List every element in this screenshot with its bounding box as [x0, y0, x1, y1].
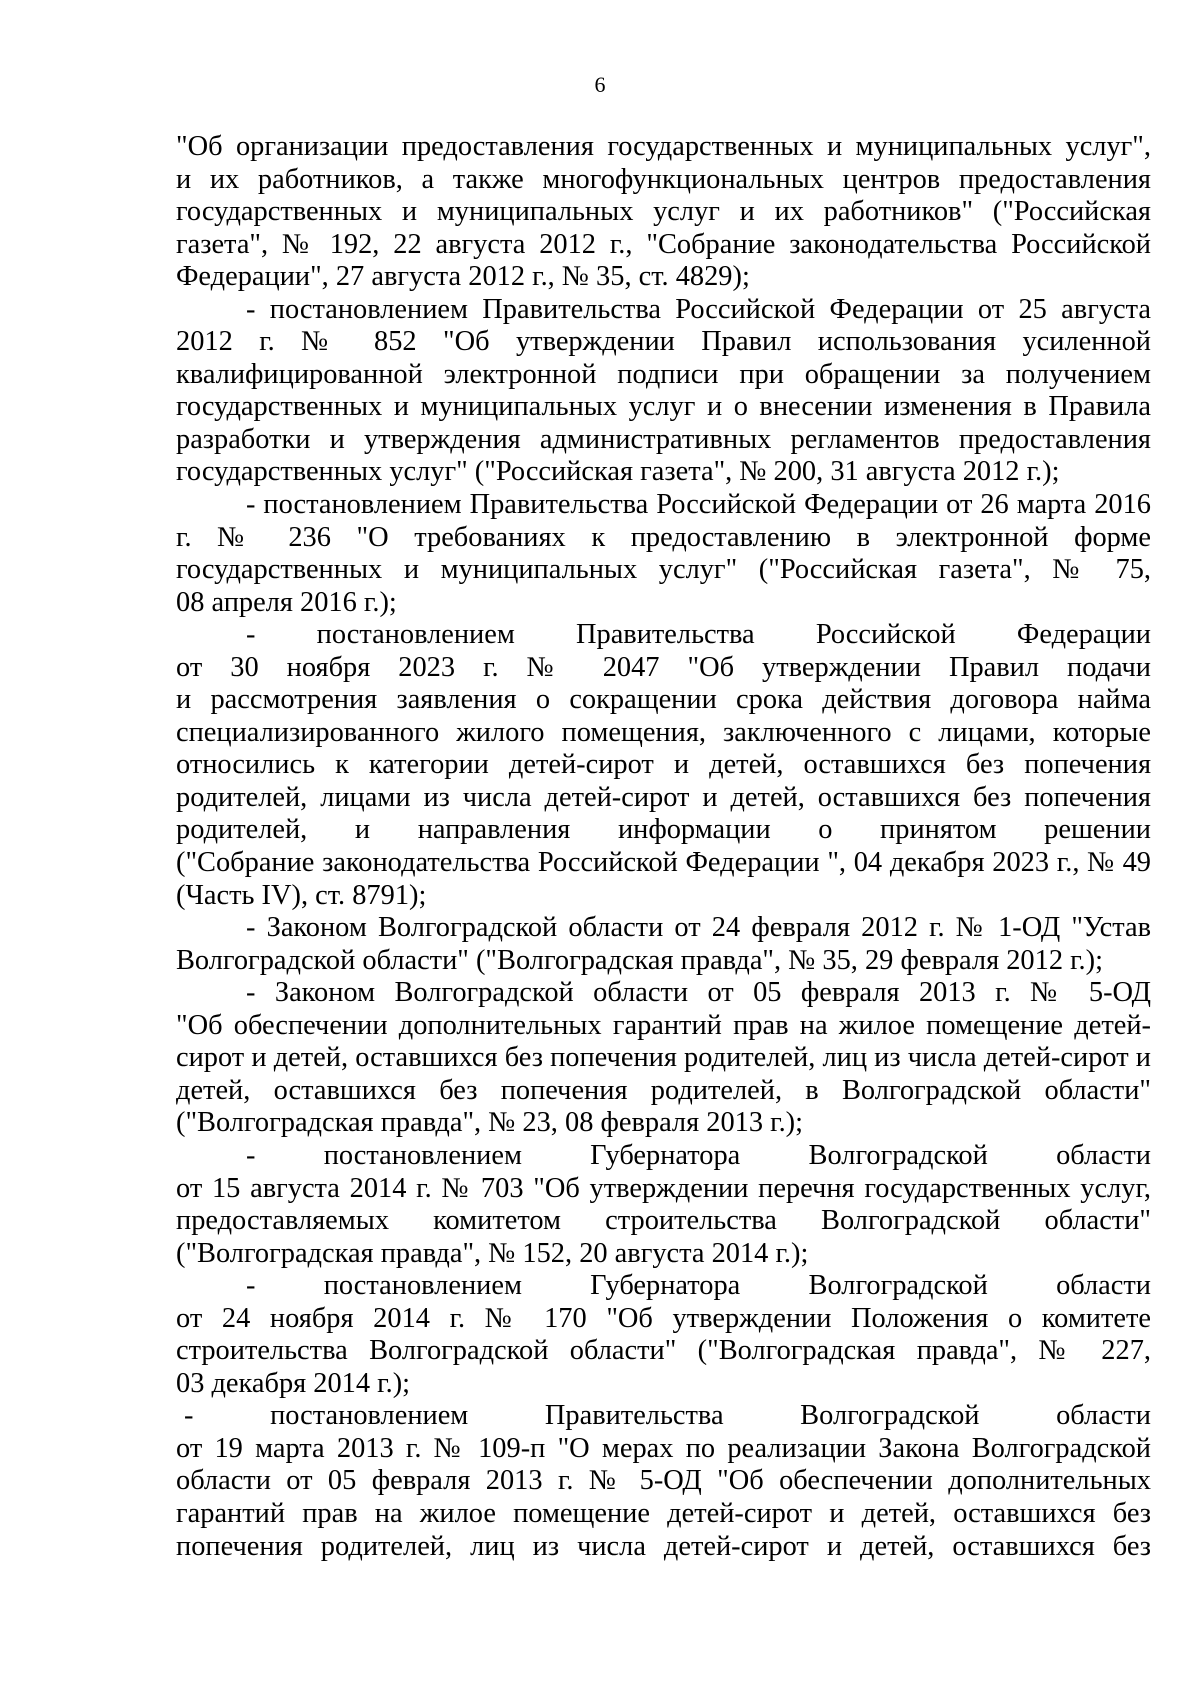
text-line: ("Собрание законодательства Российской Федерации ", 04 декабря 2023 г., № 49 — [176, 847, 1151, 879]
text-line: "Об обеспечении дополнительных гарантий прав на жилое помещение детей- — [176, 1009, 1151, 1041]
text-line: газета", № 192, 22 августа 2012 г., "Собрание законодательства Российской — [176, 228, 1151, 260]
text-line: детей, оставшихся без попечения родителей, в Волгоградской области" — [176, 1074, 1151, 1106]
text-line: Федерации", 27 августа 2012 г., № 35, ст. 4829); — [176, 261, 750, 293]
text-line: - постановлением Правительства Российской Федерации от 25 августа — [246, 293, 1151, 325]
text-line: государственных и муниципальных услуг и о внесении изменения в Правила — [176, 391, 1151, 423]
text-line: строительства Волгоградской области" ("Волгоградская правда", № 227, — [176, 1335, 1151, 1367]
text-line: государственных и муниципальных услуг" ("Российская газета", № 75, — [176, 554, 1151, 586]
text-line: "Об организации предоставления государственных и муниципальных услуг", — [176, 131, 1151, 162]
text-line: квалифицированной электронной подписи при обращении за получением — [176, 358, 1151, 390]
text-line: специализированного жилого помещения, заключенного с лицами, которые — [176, 716, 1151, 748]
text-line: относились к категории детей-сирот и детей, оставшихся без попечения — [176, 749, 1151, 781]
text-line: области от 05 февраля 2013 г. № 5-ОД "Об обеспечении дополнительных — [176, 1465, 1151, 1497]
text-line: Волгоградской области" ("Волгоградская правда", № 35, 29 февраля 2012 г.); — [176, 944, 1103, 976]
text-line: - постановлением Правительства Российской Федерации от 26 марта 2016 — [246, 489, 1151, 521]
text-line: от 24 ноября 2014 г. № 170 "Об утверждении Положения о комитете — [176, 1302, 1151, 1334]
text-line: государственных и муниципальных услуг и их работников" ("Российская — [176, 196, 1151, 228]
text-line: и рассмотрения заявления о сокращении срока действия договора найма — [176, 684, 1151, 716]
text-line: родителей, лицами из числа детей-сирот и детей, оставшихся без попечения — [176, 781, 1151, 813]
text-line: - постановлением Правительства Волгоградской области — [184, 1400, 1151, 1432]
text-line: и их работников, а также многофункциональных центров предоставления — [176, 163, 1151, 195]
text-line: от 19 марта 2013 г. № 109-п "О мерах по реализации Закона Волгоградской — [176, 1432, 1151, 1464]
text-line: - постановлением Губернатора Волгоградской области — [246, 1270, 1151, 1302]
text-line: 2012 г. № 852 "Об утверждении Правил использования усиленной — [176, 326, 1151, 358]
text-line: ("Волгоградская правда", № 23, 08 февраля 2013 г.); — [176, 1107, 804, 1139]
text-line: государственных услуг" ("Российская газета", № 200, 31 августа 2012 г.); — [176, 456, 1060, 488]
page-number: 6 — [594, 72, 606, 97]
document-body — [176, 131, 1151, 1563]
text-line: от 15 августа 2014 г. № 703 "Об утверждении перечня государственных услуг, — [176, 1172, 1151, 1204]
text-line: попечения родителей, лиц из числа детей-сирот и детей, оставшихся без — [176, 1530, 1151, 1562]
text-line: гарантий прав на жилое помещение детей-сирот и детей, оставшихся без — [176, 1497, 1151, 1529]
text-line: - постановлением Правительства Российской Федерации — [246, 619, 1151, 651]
text-line: - постановлением Губернатора Волгоградской области — [246, 1139, 1151, 1171]
text-line: г. № 236 "О требованиях к предоставлению в электронной форме — [176, 521, 1151, 553]
text-line: (Часть IV), ст. 8791); — [176, 879, 427, 911]
text-line: сирот и детей, оставшихся без попечения родителей, лиц из числа детей-сирот и — [176, 1042, 1151, 1074]
text-line: предоставляемых комитетом строительства Волгоградской области" — [176, 1205, 1151, 1237]
text-line: - Законом Волгоградской области от 24 февраля 2012 г. № 1-ОД "Устав — [246, 912, 1151, 944]
text-line: родителей, и направления информации о принятом решении — [176, 814, 1151, 846]
text-line: ("Волгоградская правда", № 152, 20 августа 2014 г.); — [176, 1237, 809, 1269]
text-line: от 30 ноября 2023 г. № 2047 "Об утверждении Правил подачи — [176, 651, 1151, 683]
text-line: разработки и утверждения административных регламентов предоставления — [176, 423, 1151, 455]
text-line: - Законом Волгоградской области от 05 февраля 2013 г. № 5-ОД — [246, 977, 1151, 1009]
text-line: 08 апреля 2016 г.); — [176, 586, 397, 618]
text-line: 03 декабря 2014 г.); — [176, 1367, 411, 1399]
